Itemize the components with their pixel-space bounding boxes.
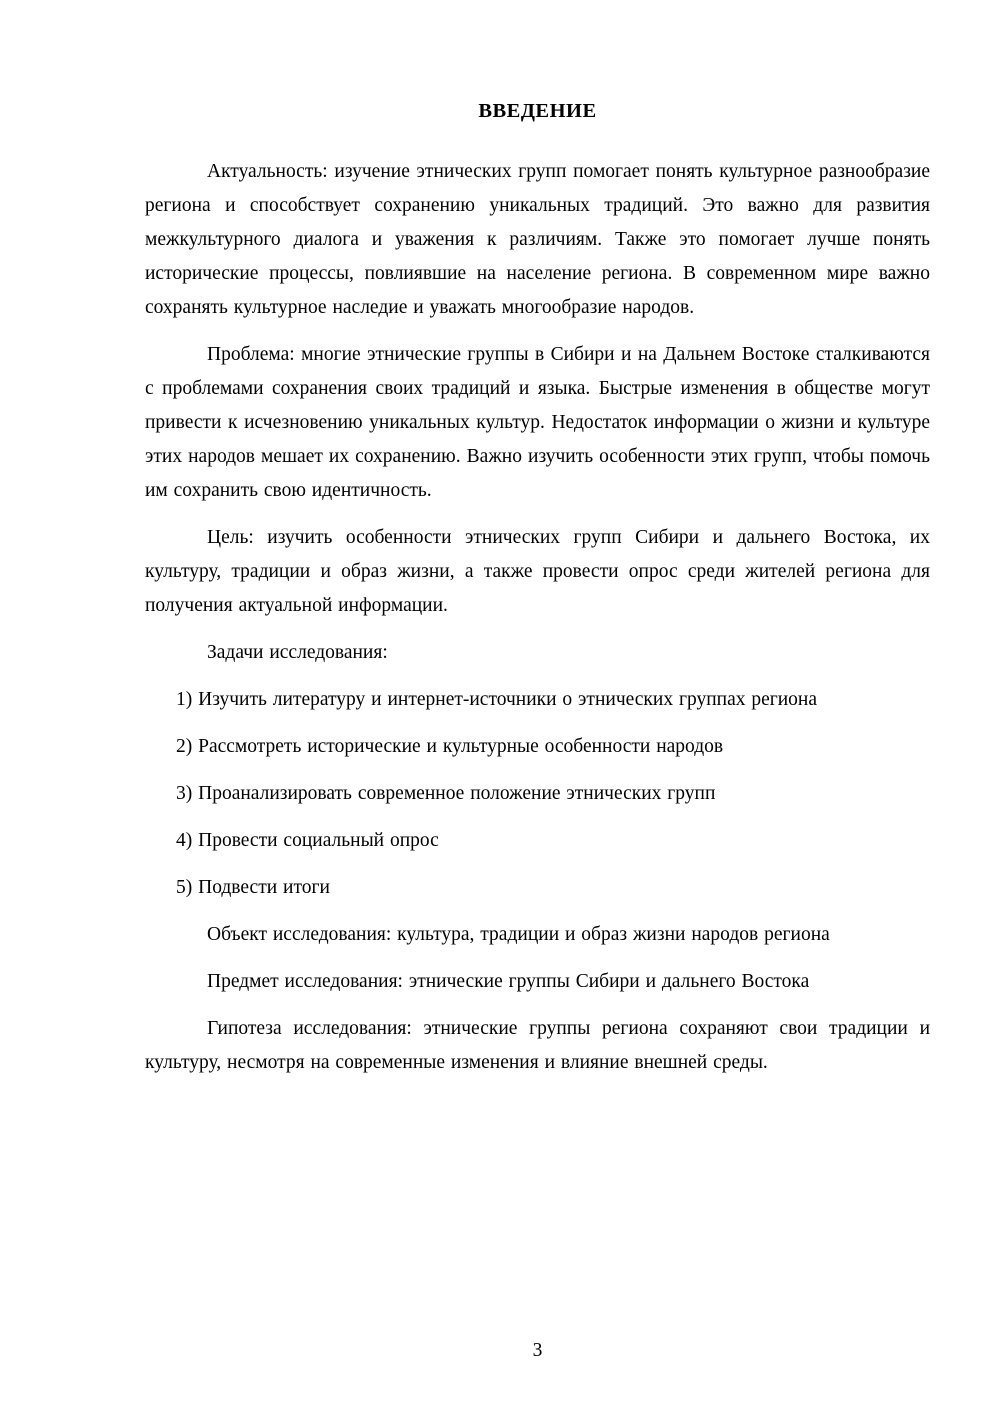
task-list-item-3: 3) Проанализировать современное положение этнических групп [176,783,716,804]
task-list-item-5: 5) Подвести итоги [176,877,330,898]
paragraph-aktualnost: Актуальность: изучение этнических групп помогает понять культурное разнообразие региона и способствует сохранению уникальных традиций. Это важно для развития межкультурного диалога и уважения к различиям. Также это помогает лучше понять исторические процессы, повлиявшие на население региона. В современном мире важно сохранять культурное наследие и уважать многообразие народов. [145,161,930,318]
task-list-item-2: 2) Рассмотреть исторические и культурные особенности народов [176,736,724,757]
paragraph-predmet: Предмет исследования: этнические группы Сибири и дальнего Востока [207,971,810,992]
paragraph-obekt: Объект исследования: культура, традиции и образ жизни народов региона [207,924,830,945]
page-title: ВВЕДЕНИЕ [478,100,597,122]
task-list-item-4: 4) Провести социальный опрос [176,830,439,851]
task-list-item-1: 1) Изучить литературу и интернет-источники о этнических группах региона [176,689,818,710]
paragraph-tasks-heading: Задачи исследования: [207,642,388,663]
page-number: 3 [532,1340,543,1361]
paragraph-gipoteza: Гипотеза исследования: этнические группы региона сохраняют свои традиции и культуру, несмотря на современные изменения и влияние внешней среды. [145,1018,930,1073]
paragraph-tsel: Цель: изучить особенности этнических групп Сибири и дальнего Востока, их культуру, традиции и образ жизни, а также провести опрос среди жителей региона для получения актуальной информации. [145,527,930,616]
paragraph-problema: Проблема: многие этнические группы в Сибири и на Дальнем Востоке сталкиваются с проблемами сохранения своих традиций и языка. Быстрые изменения в обществе могут привести к исчезновению уникальных культур. Недостаток информации о жизни и культуре этих народов мешает их сохранению. Важно изучить особенности этих групп, чтобы помочь им сохранить свою идентичность. [145,344,930,501]
